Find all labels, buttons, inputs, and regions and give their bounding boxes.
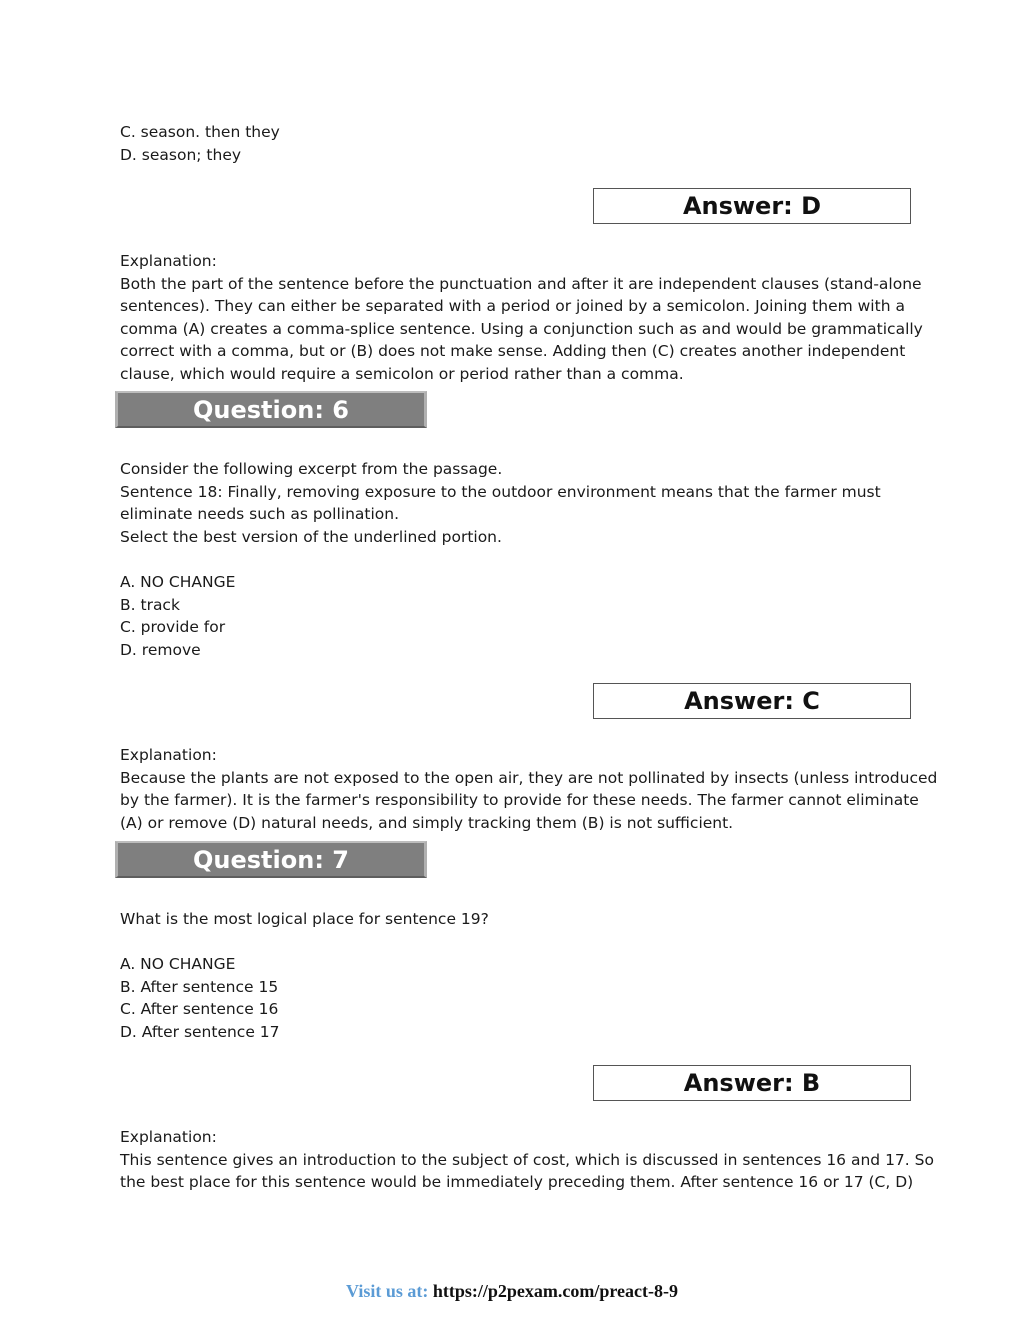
answer-box <box>593 188 911 224</box>
explanation-line: by the farmer). It is the farmer's responsibility to provide for these needs. The farmer cannot eliminate <box>120 791 919 809</box>
option-a: A. NO CHANGE <box>120 955 236 973</box>
explanation-block <box>120 250 923 385</box>
answer-box <box>593 683 911 719</box>
question-7-options <box>120 953 910 1043</box>
question-6-options <box>120 571 910 661</box>
question-7-banner <box>115 841 427 878</box>
option-c: C. provide for <box>120 618 226 636</box>
explanation-line: clause, which would require a semicolon or period rather than a comma. <box>120 364 684 383</box>
explanation-label: Explanation: <box>120 1128 217 1146</box>
question-6-explanation <box>120 744 938 834</box>
answer-label: Answer: C <box>684 687 820 715</box>
footer-visit-label: Visit us at: <box>346 1281 429 1301</box>
question-6-prompt <box>120 458 910 548</box>
footer <box>0 1281 1024 1302</box>
answer-box <box>593 1065 911 1101</box>
explanation-line: This sentence gives an introduction to the subject of cost, which is discussed in sentences 16 and 17. So <box>120 1150 934 1169</box>
explanation-line: Both the part of the sentence before the punctuation and after it are independent clauses (stand-alone <box>120 274 922 293</box>
option-d: D. remove <box>120 640 201 659</box>
question-7-title: Question: 7 <box>193 845 349 874</box>
prompt-line: Sentence 18: Finally, removing exposure to the outdoor environment means that the farmer must <box>120 482 881 501</box>
prompt-line: Select the best version of the underlined portion. <box>120 527 502 546</box>
explanation-line: comma (A) creates a comma-splice sentence. Using a conjunction such as and would be grammatically <box>120 319 923 338</box>
explanation-line: the best place for this sentence would be immediately preceding them. After sentence 16 or 17 (C, D) <box>120 1173 914 1191</box>
prompt-line: eliminate needs such as pollination. <box>120 505 400 523</box>
question-6-banner <box>115 391 427 428</box>
prompt-line: Consider the following excerpt from the passage. <box>120 460 503 478</box>
option-c: C. season. then they <box>120 123 280 141</box>
footer-url-link[interactable]: https://p2pexam.com/preact-8-9 <box>432 1281 678 1301</box>
option-a: A. NO CHANGE <box>120 573 236 591</box>
explanation-label: Explanation: <box>120 252 217 270</box>
previous-question-options <box>120 121 910 166</box>
option-c: C. After sentence 16 <box>120 1000 279 1018</box>
prompt-line: What is the most logical place for sentence 19? <box>120 910 489 928</box>
question-7-prompt <box>120 908 910 931</box>
option-d: D. After sentence 17 <box>120 1022 280 1041</box>
explanation-line: sentences). They can either be separated with a period or joined by a semicolon. Joining them with a <box>120 297 905 315</box>
answer-label: Answer: D <box>682 192 822 220</box>
explanation-line: Because the plants are not exposed to the open air, they are not pollinated by insects (unless introduced <box>120 768 938 787</box>
option-d: D. season; they <box>120 145 242 164</box>
question-7-explanation <box>120 1126 934 1194</box>
explanation-label: Explanation: <box>120 746 217 764</box>
option-b: B. track <box>120 595 180 614</box>
question-6-title: Question: 6 <box>193 395 349 424</box>
option-b: B. After sentence 15 <box>120 977 279 996</box>
explanation-line: (A) or remove (D) natural needs, and simply tracking them (B) is not sufficient. <box>120 813 734 832</box>
answer-label: Answer: B <box>683 1069 821 1097</box>
explanation-line: correct with a comma, but or (B) does not make sense. Adding then (C) creates another independent <box>120 342 906 360</box>
